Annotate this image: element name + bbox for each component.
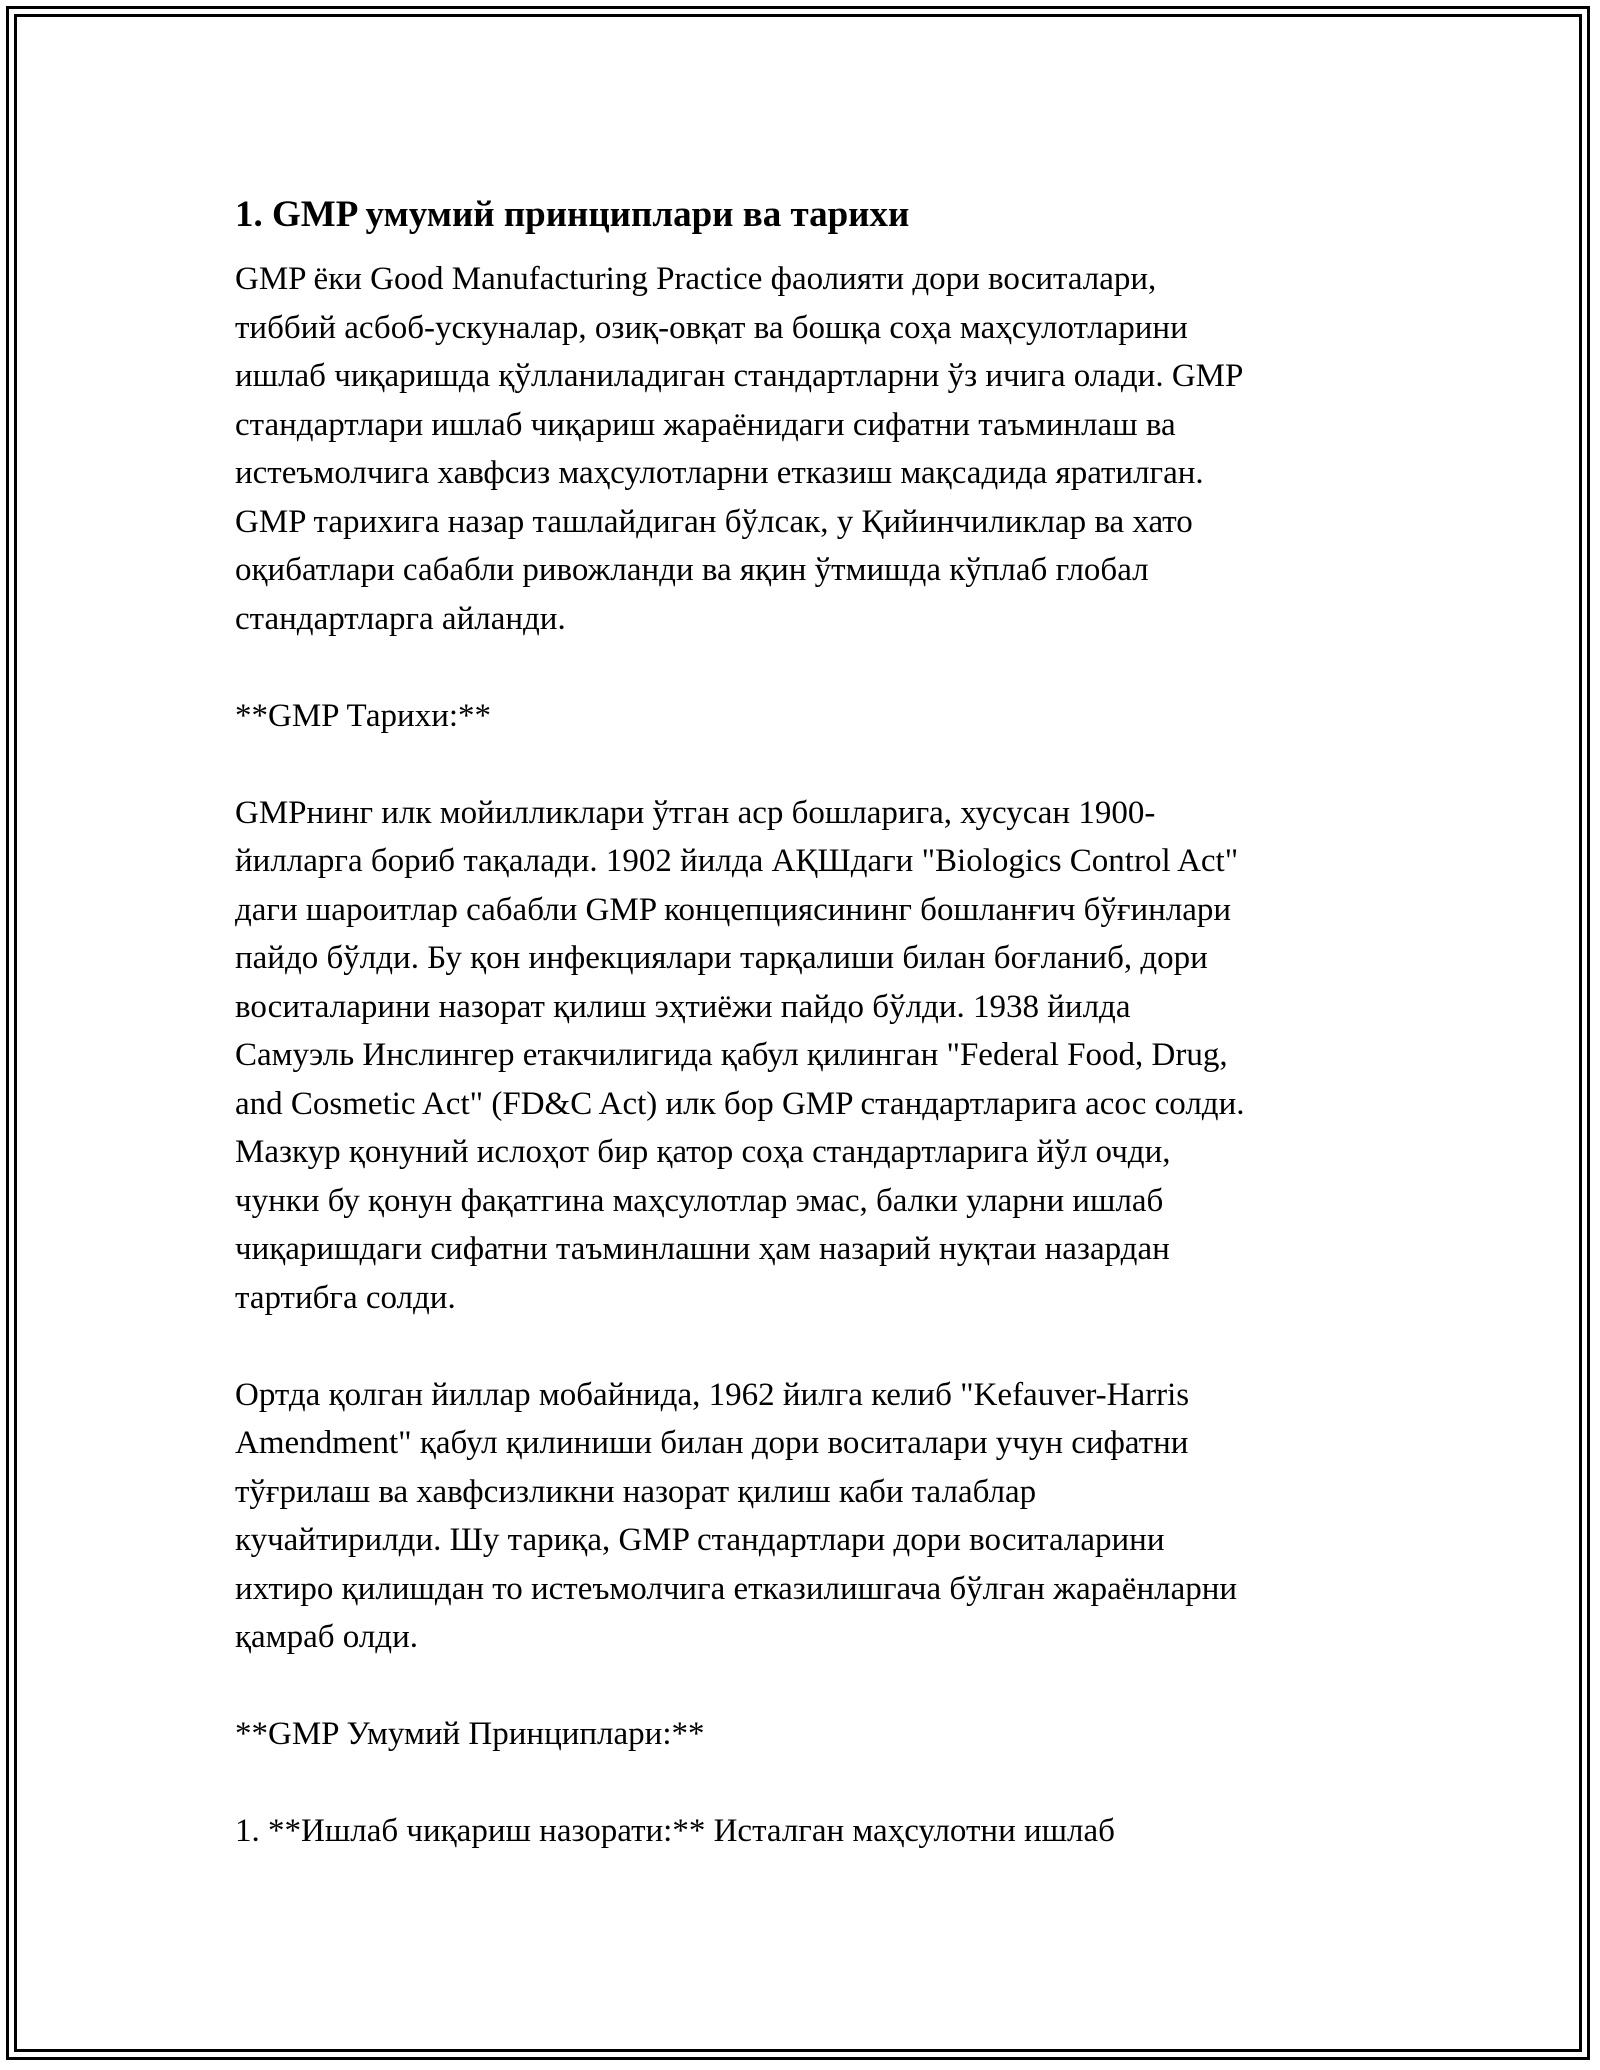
- text-line: йилларга бориб тақалади. 1902 йилда АҚШдаги "Biologics Control Act": [235, 843, 1239, 879]
- paragraph-intro: [235, 255, 1375, 643]
- text-line: оқибатлари сабабли ривожланди ва яқин ўтмишда кўплаб глобал: [235, 552, 1149, 588]
- text-line: GMPнинг илк мойилликлари ўтган аср бошларига, хусусан 1900-: [235, 794, 1156, 831]
- list-item-production-control: [235, 1807, 1375, 1856]
- paragraph-gap: [235, 1662, 1375, 1711]
- paragraph-gap: [235, 1322, 1375, 1371]
- text-line: 1. **Ишлаб чиқариш назорати:** Исталган маҳсулотни ишлаб: [235, 1813, 1115, 1849]
- text-line: тартибга солди.: [235, 1279, 456, 1316]
- text-line: стандартларга айланди.: [235, 600, 566, 637]
- text-line: пайдо бўлди. Бу қон инфекциялари тарқалиши билан боғланиб, дори: [235, 940, 1208, 976]
- text-line: **GMP Умумий Принциплари:**: [235, 1716, 705, 1752]
- paragraph-gap: [235, 643, 1375, 692]
- subheading-principles: [235, 1710, 1375, 1759]
- paragraph-amendment: [235, 1371, 1375, 1662]
- text-line: ихтиро қилишдан то истеъмолчига етказилишгача бўлган жараёнларни: [235, 1570, 1238, 1607]
- text-line: воситаларини назорат қилиш эҳтиёжи пайдо бўлди. 1938 йилда: [235, 988, 1131, 1025]
- text-line: тиббий асбоб-ускуналар, озиқ-овқат ва бошқа соҳа маҳсулотларини: [235, 309, 1188, 346]
- text-line: **GMP Тарихи:**: [235, 697, 492, 734]
- paragraph-gap: [235, 1759, 1375, 1808]
- paragraph-history: [235, 789, 1375, 1323]
- text-line: кучайтирилди. Шу тариқа, GMP стандартлари дори воситаларини: [235, 1522, 1165, 1558]
- text-line: чунки бу қонун фақатгина маҳсулотлар эмас, балки уларни ишлаб: [235, 1182, 1164, 1219]
- subheading-history: [235, 692, 1375, 741]
- text-line: қамраб олди.: [235, 1619, 418, 1655]
- text-line: истеъмолчига хавфсиз маҳсулотларни етказиш мақсадида яратилган.: [235, 455, 1204, 491]
- text-line: даги шароитлар сабабли GMP концепциясининг бошланғич бўғинлари: [235, 891, 1232, 928]
- text-line: стандартлари ишлаб чиқариш жараёнидаги сифатни таъминлаш ва: [235, 406, 1176, 443]
- text-line: and Cosmetic Act" (FD&C Act) илк бор GMP стандартларига асос солди.: [235, 1085, 1245, 1122]
- text-line: Amendment" қабул қилиниши билан дори воситалари учун сифатни: [235, 1425, 1189, 1461]
- paragraph-gap: [235, 740, 1375, 789]
- text-line: чиқаришдаги сифатни таъминлашни ҳам назарий нуқтаи назардан: [235, 1231, 1170, 1267]
- text-line: Ортда қолган йиллар мобайнида, 1962 йилга келиб "Kefauver-Harris: [235, 1376, 1190, 1413]
- text-line: GMP тарихига назар ташлайдиган бўлсак, у Қийинчиликлар ва хато: [235, 503, 1193, 540]
- text-line: ишлаб чиқаришда қўлланиладиган стандартларни ўз ичига олади. GMP: [235, 358, 1244, 394]
- text-line: GMP ёки Good Manufacturing Practice фаолияти дори воситалари,: [235, 261, 1157, 297]
- section-heading: 1. GMP умумий принциплари ва тарихи: [235, 194, 910, 235]
- text-line: Самуэль Инслингер етакчилигида қабул қилинган "Federal Food, Drug,: [235, 1037, 1228, 1073]
- text-line: тўғрилаш ва хавфсизликни назорат қилиш каби талаблар: [235, 1473, 1037, 1510]
- document-body: [235, 187, 1375, 1856]
- text-line: Мазкур қонуний ислоҳот бир қатор соҳа стандартларига йўл очди,: [235, 1134, 1171, 1170]
